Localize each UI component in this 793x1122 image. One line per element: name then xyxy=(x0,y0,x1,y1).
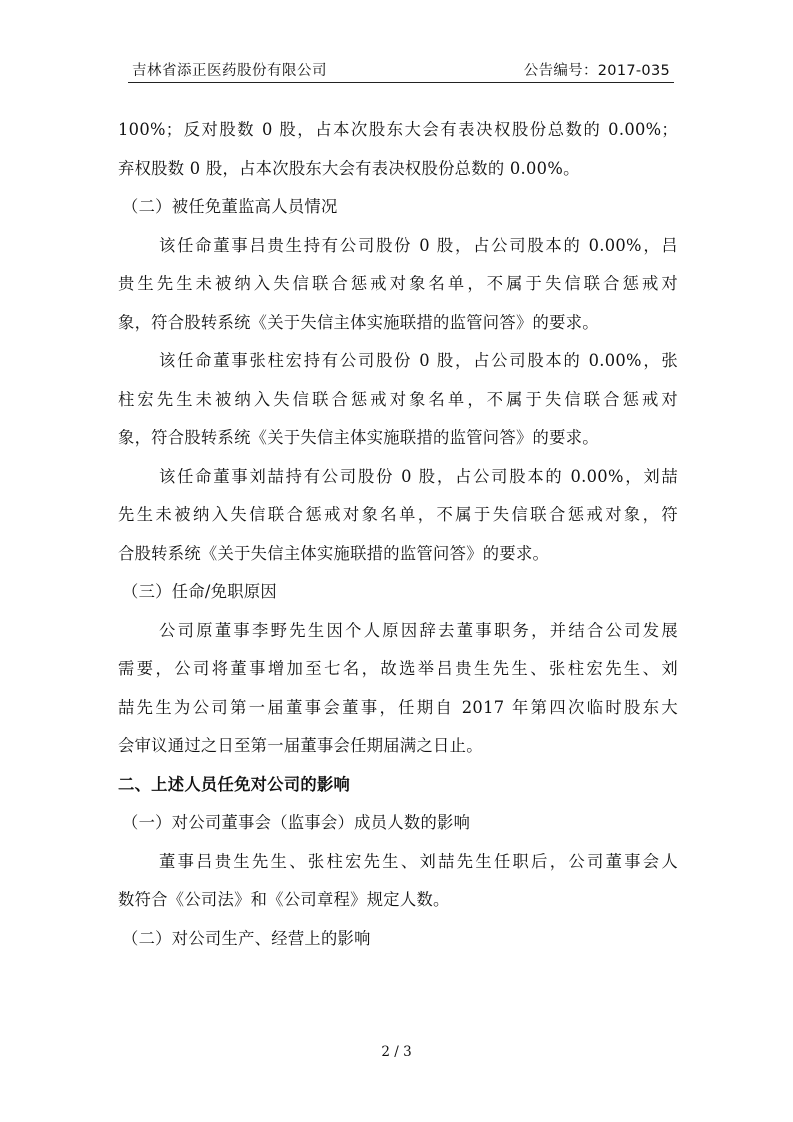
subsection-heading: （二）被任免董监高人员情况 xyxy=(122,197,338,216)
body-line: 公司原董事李野先生因个人原因辞去董事职务，并结合公司发展 xyxy=(159,620,678,640)
body-line: 柱宏先生未被纳入失信联合惩戒对象名单，不属于失信联合惩戒对 xyxy=(118,389,678,409)
body-line: 合股转系统《关于失信主体实施联措的监管问答》的要求。 xyxy=(118,543,550,563)
body-line: 象，符合股转系统《关于失信主体实施联措的监管问答》的要求。 xyxy=(118,428,599,447)
subsection-heading: （三）任命/免职原因 xyxy=(122,582,278,601)
subsection-heading: （二）对公司生产、经营上的影响 xyxy=(122,928,371,948)
body-line: 会审议通过之日至第一届董事会任期届满之日止。 xyxy=(118,736,483,755)
body-line: 弃权股数 0 股，占本次股东大会有表决权股份总数的 0.00%。 xyxy=(118,158,580,178)
body-line: 喆先生为公司第一届董事会董事，任期自 2017 年第四次临时股东大 xyxy=(118,697,678,717)
section-heading: 二、上述人员任免对公司的影响 xyxy=(118,774,351,794)
company-name: 吉林省添正医药股份有限公司 xyxy=(132,63,327,79)
document-body xyxy=(118,118,678,965)
body-line: 该任命董事吕贵生持有公司股份 0 股，占公司股本的 0.00%，吕 xyxy=(159,235,678,255)
body-line: 该任命董事张柱宏持有公司股份 0 股，占公司股本的 0.00%，张 xyxy=(159,351,678,370)
subsection-heading: （一）对公司董事会（监事会）成员人数的影响 xyxy=(122,813,471,832)
page-header xyxy=(128,56,674,83)
body-line: 董事吕贵生先生、张柱宏先生、刘喆先生任职后，公司董事会人 xyxy=(159,851,678,871)
body-line: 需要，公司将董事增加至七名，故选举吕贵生先生、张柱宏先生、刘 xyxy=(118,659,678,678)
body-line: 100%；反对股数 0 股，占本次股东大会有表决权股份总数的 0.00%； xyxy=(118,120,678,139)
body-line: 象，符合股转系统《关于失信主体实施联措的监管问答》的要求。 xyxy=(118,312,599,332)
body-line: 先生未被纳入失信联合惩戒对象名单，不属于失信联合惩戒对象，符 xyxy=(118,505,678,524)
body-line: 该任命董事刘喆持有公司股份 0 股，占公司股本的 0.00%，刘喆 xyxy=(159,466,678,486)
body-line: 数符合《公司法》和《公司章程》规定人数。 xyxy=(118,890,450,909)
announcement-number: 公告编号：2017-035 xyxy=(523,63,670,79)
page-number: 2 / 3 xyxy=(381,1044,412,1060)
body-line: 贵生先生未被纳入失信联合惩戒对象名单，不属于失信联合惩戒对 xyxy=(118,274,678,293)
